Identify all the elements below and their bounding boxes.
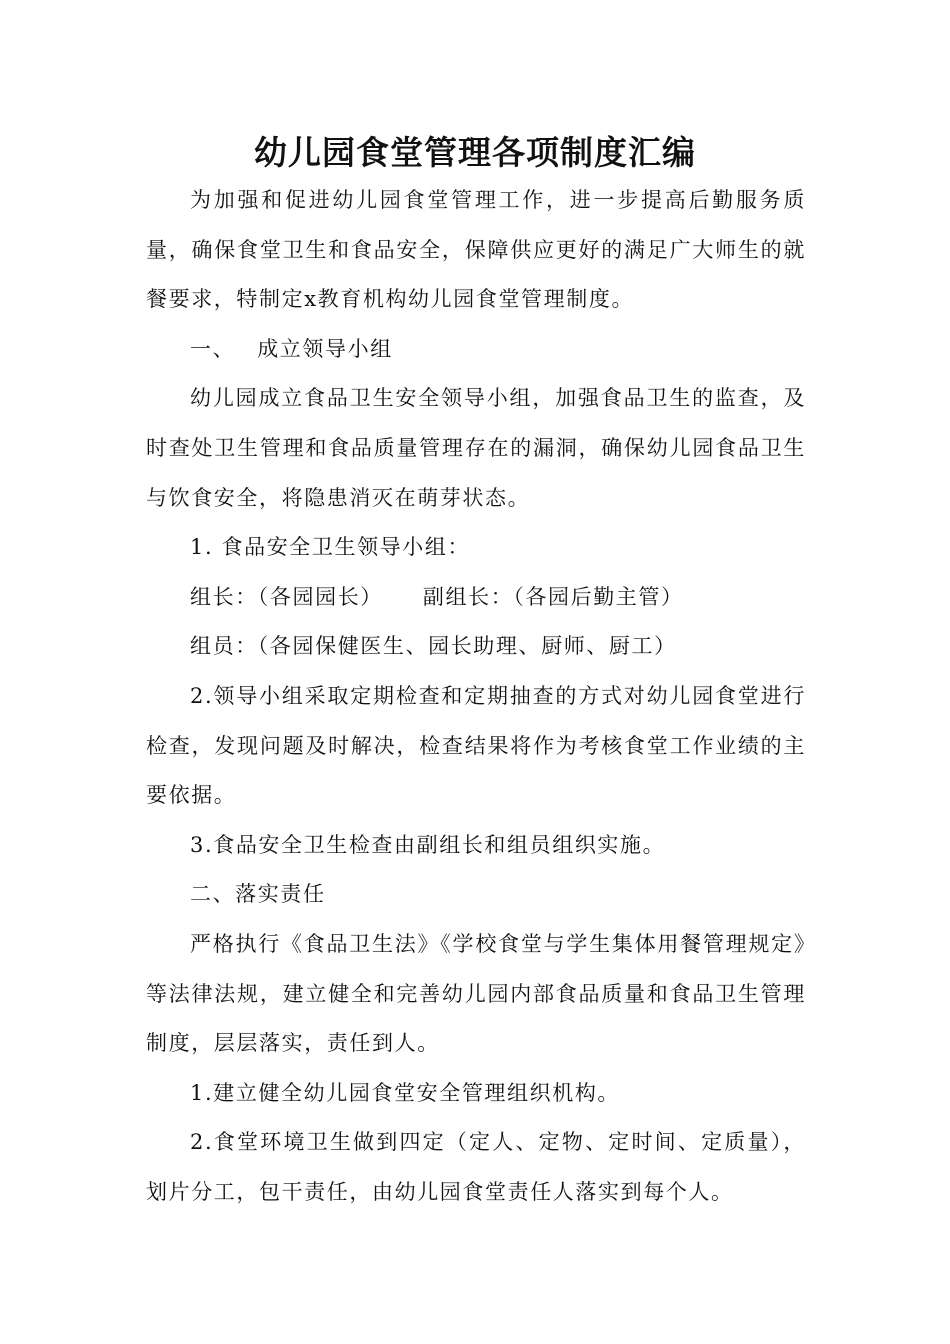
members-line: 组员：（各园保健医生、园长助理、厨师、厨工） <box>190 634 677 659</box>
section-1-number: 一、 <box>190 336 236 361</box>
section-2-body: 严格执行《食品卫生法》《学校食堂与学生集体用餐管理规定》等法律法规，建立健全和完善幼儿园内部食品质量和食品卫生管理制度，层层落实，责任到人。 <box>146 931 806 1056</box>
section-1-heading-text: 成立领导小组 <box>257 336 393 361</box>
intro-paragraph: 为加强和促进幼儿园食堂管理工作，进一步提高后勤服务质量，确保食堂卫生和食品安全，保障供应更好的满足广大师生的就餐要求，特制定x教育机构幼儿园食堂管理制度。 <box>146 188 806 312</box>
leader-text: 组长：（各园园长） <box>190 584 383 609</box>
deputy-text: 副组长：（各园后勤主管） <box>422 584 684 609</box>
document-body <box>146 176 806 1217</box>
section-1-item-3: 3.食品安全卫生检查由副组长和组员组织实施。 <box>190 832 666 857</box>
section-1-body: 幼儿园成立食品卫生安全领导小组，加强食品卫生的监查，及时查处卫生管理和食品质量管理存在的漏洞，确保幼儿园食品卫生与饮食安全，将隐患消灭在萌芽状态。 <box>146 386 806 510</box>
leader-line <box>146 573 806 623</box>
section-2-item-1: 1.建立健全幼儿园食堂安全管理组织机构。 <box>190 1080 621 1105</box>
section-2-heading: 二、落实责任 <box>190 882 326 907</box>
section-1-item-2: 2.领导小组采取定期检查和定期抽查的方式对幼儿园食堂进行检查，发现问题及时解决，检查结果将作为考核食堂工作业绩的主要依据。 <box>146 683 806 808</box>
section-1-item-1: 1. 食品安全卫生领导小组： <box>190 535 471 560</box>
section-1-heading <box>146 325 806 375</box>
section-2-item-2: 2.食堂环境卫生做到四定（定人、定物、定时间、定质量），划片分工，包干责任，由幼儿园食堂责任人落实到每个人。 <box>146 1130 806 1204</box>
document-title: 幼儿园食堂管理各项制度汇编 <box>254 133 696 172</box>
